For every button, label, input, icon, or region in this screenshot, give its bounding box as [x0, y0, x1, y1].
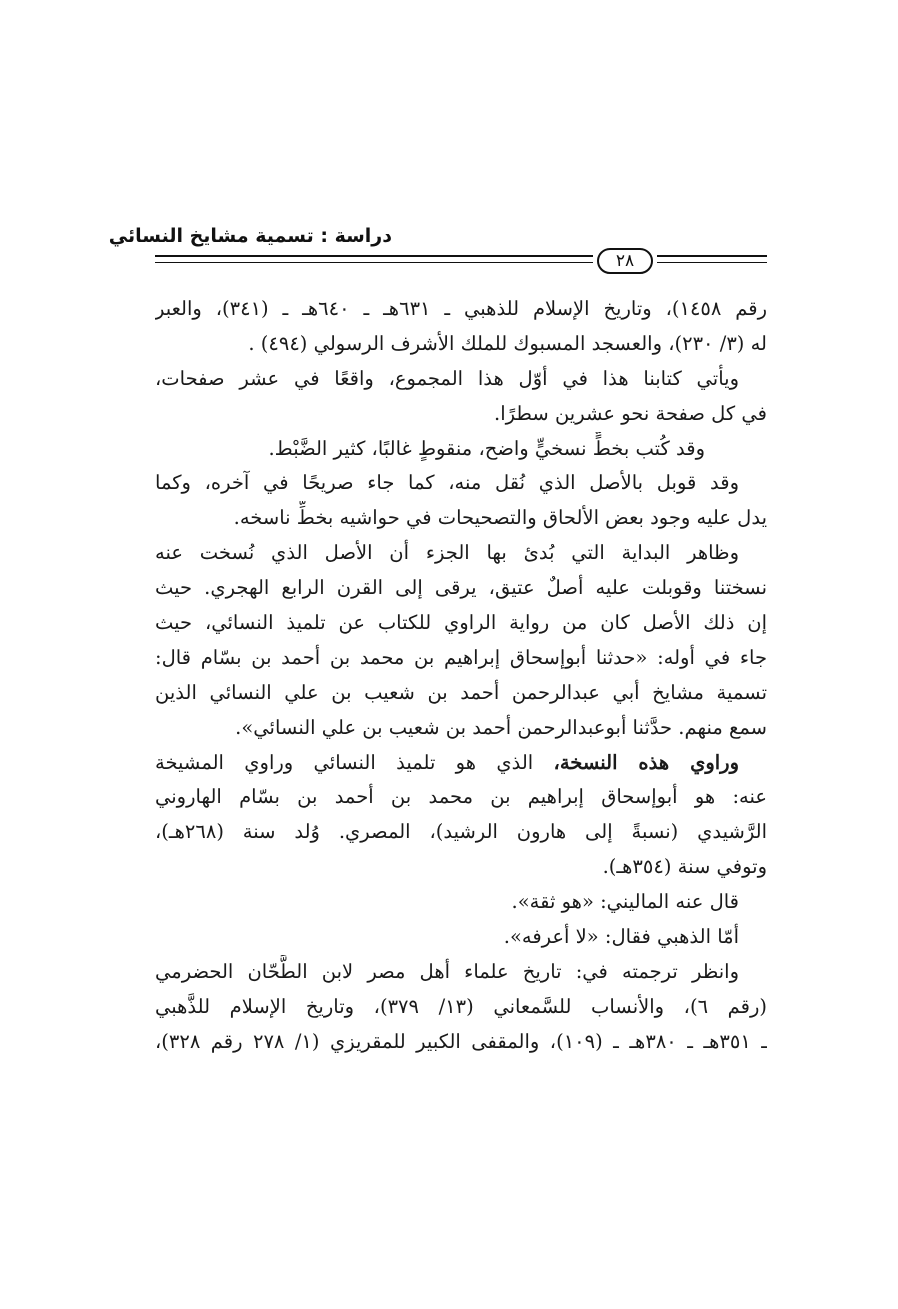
- page-number: ٢٨: [597, 248, 653, 274]
- text-line: وظاهر البداية التي بُدئ بها الجزء أن الأصل الذي نُسخت عنه: [155, 541, 739, 565]
- text-line: قال عنه المالیني: «هو ثقة».: [511, 890, 739, 914]
- text-line: (رقم ٦)، والأنساب للسَّمعاني (١٣/ ٣٧٩)، وتاريخ الإسلام للذَّهبي: [155, 994, 767, 1018]
- header-rule-left-top: [155, 255, 593, 257]
- text-line: وانظر ترجمته في: تاريخ علماء أهل مصر لابن الطَّحّان الحضرمي: [155, 959, 739, 983]
- header-rule-right-bottom: [657, 262, 767, 263]
- text-line: في كل صفحة نحو عشرين سطرًا.: [494, 401, 767, 425]
- running-header-title: دراسة : تسمية مشايخ النسائي: [108, 225, 392, 247]
- text-line: جاء في أوله: «حدثنا أبوإسحاق إبراهيم بن محمد بن أحمد بن بسّام قال:: [155, 645, 767, 669]
- text-line: وقد كُتب بخطٍّ نسخيٍّ واضح، منقوطٍ غالبًا، كثير الضَّبْط.: [268, 436, 705, 460]
- text-line: تسمية مشايخ أبي عبدالرحمن أحمد بن شعيب بن علي النسائي الذين: [155, 680, 767, 704]
- text-line: [155, 746, 767, 781]
- text-line: عنه: هو أبوإسحاق إبراهيم بن محمد بن أحمد بن بسّام الهاروني: [155, 785, 767, 809]
- body-text: [155, 292, 767, 1060]
- header-rule-left-bottom: [155, 262, 593, 263]
- text-line: نسختنا وقوبلت عليه أصلٌ عتيق، يرقى إلى القرن الرابع الهجري. حيث: [155, 576, 767, 600]
- text-line: إن ذلك الأصل كان من رواية الراوي للكتاب عن تلميذ النسائي، حيث: [155, 611, 767, 635]
- text-line-rest: الذي هو تلميذ النسائي وراوي المشيخة: [155, 750, 534, 774]
- text-line: وقد قوبل بالأصل الذي نُقل منه، كما جاء صريحًا في آخره، وكما: [155, 471, 739, 495]
- bold-lead: وراوي هذه النسخة،: [553, 750, 739, 774]
- text-line: ـ ٣٥١هـ ـ ٣٨٠هـ ـ (١٠٩)، والمقفى الكبير للمقريزي (١/ ٢٧٨ رقم ٣٢٨)،: [155, 1029, 767, 1053]
- text-line: ويأتي كتابنا هذا في أوّل هذا المجموع، واقعًا في عشر صفحات،: [155, 366, 739, 390]
- text-line: الرَّشيدي (نسبةً إلى هارون الرشيد)، المصري. وُلد سنة (٢٦٨هـ)،: [155, 820, 767, 844]
- text-line: له (٣/ ٢٣٠)، والعسجد المسبوك للملك الأشرف الرسولي (٤٩٤) .: [248, 331, 767, 355]
- header-rule-right-top: [657, 255, 767, 257]
- text-line: وتوفي سنة (٣٥٤هـ).: [602, 855, 767, 879]
- text-line: سمع منهم. حدَّثنا أبوعبدالرحمن أحمد بن شعيب بن علي النسائي».: [235, 715, 767, 739]
- text-line: رقم ١٤٥٨)، وتاريخ الإسلام للذهبي ـ ٦٣١هـ ـ ٦٤٠هـ ـ (٣٤١)، والعبر: [155, 297, 767, 320]
- text-line: أمّا الذهبي فقال: «لا أعرفه».: [503, 925, 739, 949]
- text-line: يدل عليه وجود بعض الألحاق والتصحيحات في حواشيه بخطِّ ناسخه.: [233, 506, 767, 530]
